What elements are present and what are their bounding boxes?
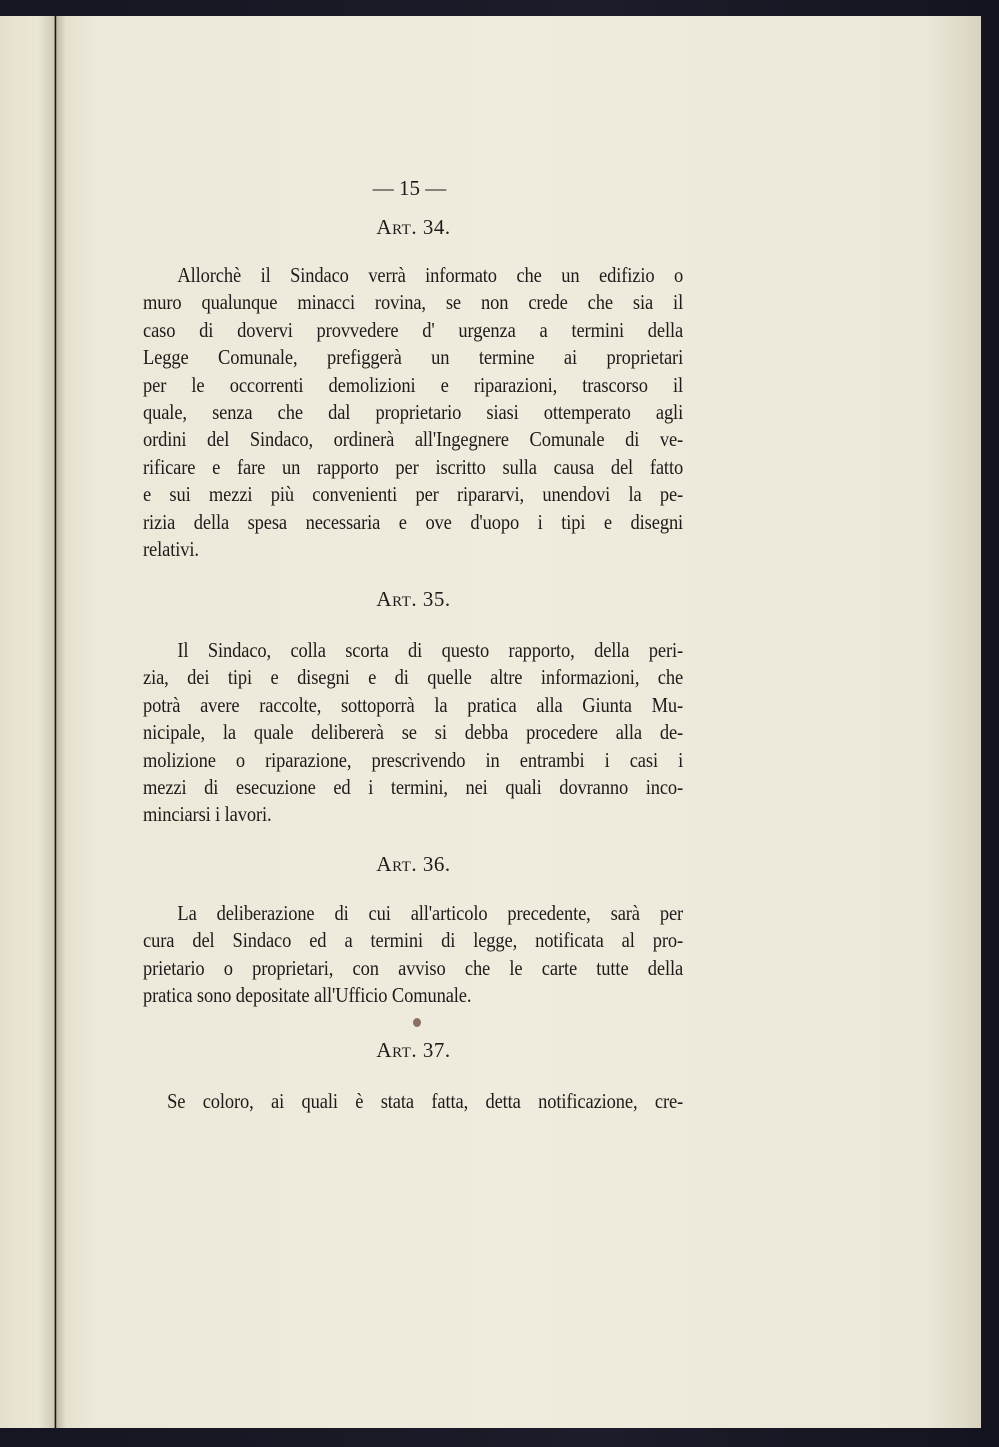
text-line: Se coloro, ai quali è stata fatta, detta notificazione, cre- <box>167 1089 684 1113</box>
text-line: Legge Comunale, prefiggerà un termine ai proprietari <box>143 345 684 370</box>
article-body-35 <box>143 637 684 829</box>
text-line: per le occorrenti demolizioni e riparazioni, trascorso il <box>143 372 684 397</box>
article-heading-36: Art. 36. <box>376 852 451 876</box>
article-body-34 <box>143 262 684 563</box>
article-heading-34: Art. 34. <box>376 215 451 239</box>
text-line: cura del Sindaco ed a termini di legge, notificata al pro- <box>143 928 684 953</box>
article-heading-35: Art. 35. <box>376 587 451 611</box>
text-line: potrà avere raccolte, sottoporrà la pratica alla Giunta Mu- <box>143 692 684 717</box>
text-line: La deliberazione di cui all'articolo precedente, sarà per <box>177 901 684 925</box>
text-line: Allorchè il Sindaco verrà informato che un edifizio o <box>177 263 684 287</box>
text-line: relativi. <box>143 536 199 561</box>
text-line: e sui mezzi più convenienti per ripararvi, unendovi la pe- <box>143 482 684 507</box>
article-body-36 <box>143 900 684 1010</box>
text-line: Il Sindaco, colla scorta di questo rapporto, della peri- <box>177 638 684 662</box>
text-line: zia, dei tipi e disegni e di quelle altre informazioni, che <box>143 665 684 690</box>
text-line: rizia della spesa necessaria e ove d'uopo i tipi e disegni <box>143 509 684 534</box>
text-line: prietario o proprietari, con avviso che le carte tutte della <box>143 955 684 980</box>
text-line: nicipale, la quale delibererà se si debba procedere alla de- <box>143 720 684 745</box>
text-line: caso di dovervi provvedere d' urgenza a termini della <box>143 317 684 342</box>
page-number: — 15 — <box>372 176 447 200</box>
text-line: molizione o riparazione, prescrivendo in entrambi i casi i <box>143 747 684 772</box>
text-line: pratica sono depositate all'Ufficio Comunale. <box>143 983 472 1008</box>
ink-spot <box>413 1018 421 1027</box>
text-line: ordini del Sindaco, ordinerà all'Ingegnere Comunale di ve- <box>143 427 684 452</box>
text-line: minciarsi i lavori. <box>143 802 272 827</box>
text-line: rificare e fare un rapporto per iscritto sulla causa del fatto <box>143 454 684 479</box>
article-body-37 <box>143 1088 684 1115</box>
text-line: quale, senza che dal proprietario siasi ottemperato agli <box>143 399 684 424</box>
article-heading-37: Art. 37. <box>376 1038 451 1062</box>
text-line: muro qualunque minacci rovina, se non crede che sia il <box>143 290 684 315</box>
text-line: mezzi di esecuzione ed i termini, nei quali dovranno inco- <box>143 774 684 799</box>
